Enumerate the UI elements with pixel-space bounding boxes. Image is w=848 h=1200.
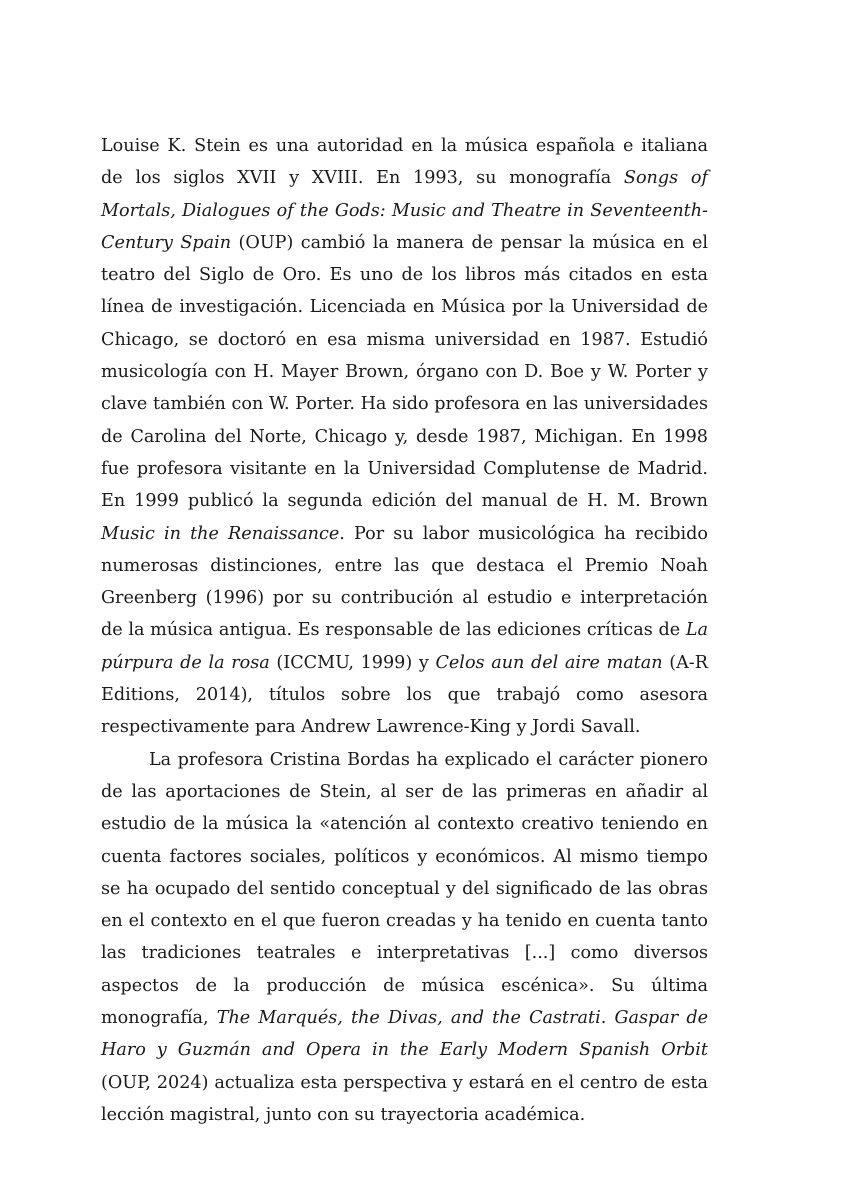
bio-text-2: (OUP) cambió la manera de pensar la música en el teatro del Siglo de Oro. Es uno de los libros más citados en esta línea de investigación. Licenciada en Música por la Universidad de Chicago, se doctoró en esa misma universidad en 1987. Estudió musicología con H. Mayer Brown, órgano con D. Boe y W. Porter y clave también con W. Porter. Ha sido profesora en las universidades de Carolina del Norte, Chicago y, desde 1987, Michigan. En 1998 fue profesora visitante en la Universidad Complutense de Madrid. En 1999 publicó la segunda edición del manual de H. M. Brown (101, 232, 709, 512)
bio-text-4: (ICCMU, 1999) y (269, 652, 436, 673)
body-text (101, 130, 708, 1131)
quote-text-2: (OUP, 2024) actualiza esta perspectiva y estará en el centro de esta lección magistral, junto con su trayectoria académica. (101, 1072, 708, 1125)
book-title-the-marques: The Marqués, the Divas, and the Castrati. Gaspar de Haro y Guzmán and Opera in the Early Modern Spanish Orbit (101, 1008, 708, 1061)
bio-text-1: Louise K. Stein es una autoridad en la música española e italiana de los siglos XVII y XVIII. En 1993, su monografía (101, 136, 708, 189)
book-title-music-in-the-renaissance: Music in the Renaissance (101, 523, 340, 544)
paragraph-biography (101, 130, 708, 744)
bio-text-3: . Por su labor musicológica ha recibido numerosas distinciones, entre las que destaca el Premio Noah Greenberg (1996) por su contribución al estudio e interpretación de la música antigua. Es responsable de las ediciones críticas de (101, 523, 709, 641)
work-title-la-purpura-de-la-rosa: La púrpura de la rosa (101, 620, 708, 673)
quote-text-1: La profesora Cristina Bordas ha explicado el carácter pionero de las aportaciones de Stein, al ser de las primeras en añadir al estudio de la música la «atención al contexto creativo teniendo en cuenta factores sociales, políticos y económicos. Al mismo tiempo se ha ocupado del sentido conceptual y del significado de las obras en el contexto en el que fueron creadas y ha tenido en cuenta tanto las tradiciones teatrales e interpretativas [...] como diversos aspectos de la producción de música escénica». Su última monografía, (101, 749, 708, 1029)
work-title-celos-aun-del-aire-matan: Celos aun del aire matan (435, 652, 663, 673)
book-title-songs-of-mortals: Songs of Mortals, Dialogues of the Gods: Music and Theatre in Seventeenth-Century Spain (101, 168, 708, 253)
paragraph-bordas-quote (101, 744, 708, 1132)
bio-text-5: (A-R Editions, 2014), títulos sobre los que trabajó como asesora respectivamente para Andrew Lawrence-King y Jordi Savall. (101, 652, 708, 738)
